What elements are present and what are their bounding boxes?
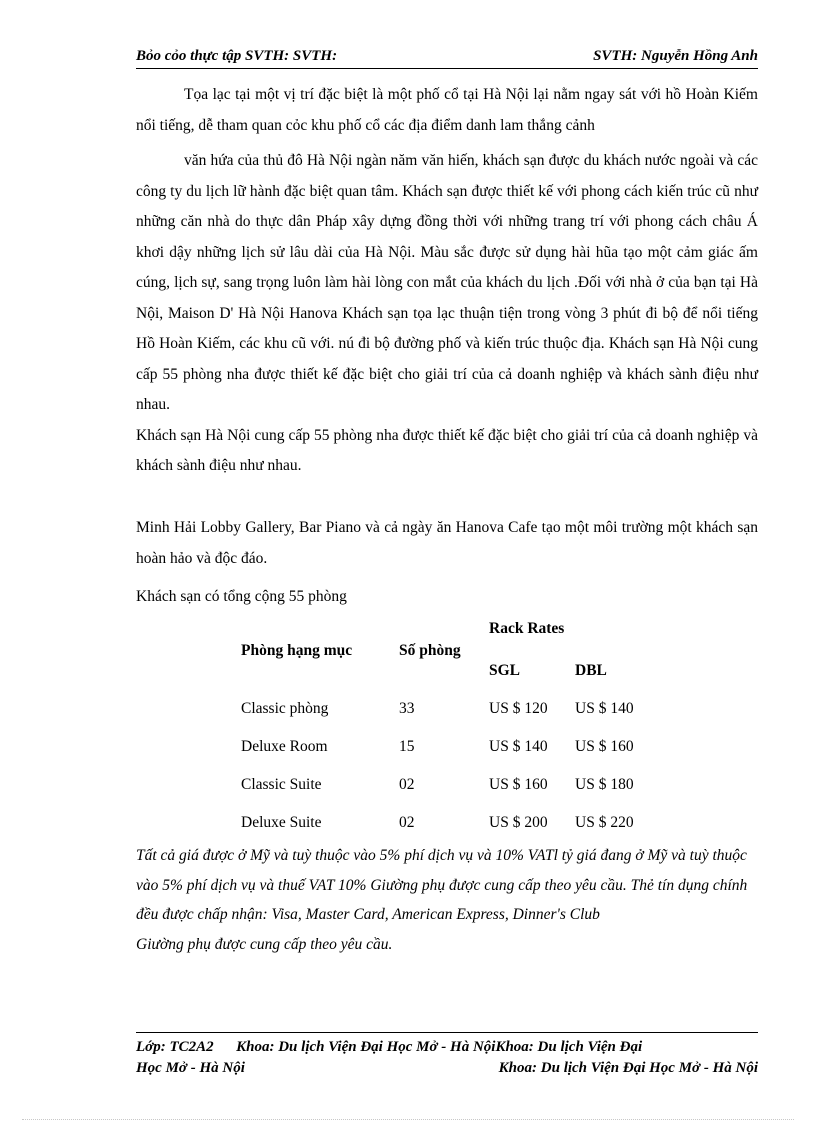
footer-line-2-right: Khoa: Du lịch Viện Đại Học Mở - Hà Nội bbox=[498, 1060, 758, 1076]
row-category: Deluxe Suite bbox=[241, 814, 322, 831]
header-sgl: SGL bbox=[489, 662, 521, 679]
header-left: Bỏo cỏo thực tập SVTH: SVTH: bbox=[136, 48, 338, 64]
table-row bbox=[241, 700, 661, 724]
row-sgl: US $ 140 bbox=[489, 738, 548, 755]
paragraph-description-text: văn hứa của thủ đô Hà Nội ngàn năm văn hiến, khách sạn được du khách nước ngoài và các công ty du lịch lữ hành đặc biệt quan tâm. Khách sạn được thiết kế với phong cách kiến trúc cũ như những căn nhà do thực dân Pháp xây dựng đồng thời với những trang trí với phong cách châu Á khơi dậy những lịch sử lâu dài của Hà Nội. Màu sắc được sử dụng hài hũa tạo một cảm giác ấm cúng, lịch sự, sang trọng luôn làm hài lòng con mắt của khách du lịch .Đối với nhà ở của bạn tại Hà Nội, Maison D' Hà Nội Hanova Khách sạn tọa lạc thuận tiện trong vòng 3 phút đi bộ để nổi tiếng Hồ Hoàn Kiếm, các khu cũ với. nú đi bộ đường phố và kiến trúc thuộc địa. Khách sạn Hà Nội cung cấp 55 phòng nha được thiết kế đặc biệt cho giải trí của cả doanh nghiệp và khách sành điệu như nhau. bbox=[136, 152, 758, 413]
table-row bbox=[241, 814, 661, 838]
rates-note bbox=[136, 841, 758, 959]
header-right: SVTH: Nguyễn Hồng Anh bbox=[593, 48, 758, 64]
header-dbl: DBL bbox=[575, 662, 607, 679]
row-sgl: US $ 160 bbox=[489, 776, 548, 793]
rates-note-last: Giường phụ được cung cấp theo yêu cầu. bbox=[136, 935, 393, 953]
row-category: Classic phòng bbox=[241, 700, 329, 717]
header-rack-rates: Rack Rates bbox=[489, 620, 565, 637]
page-header bbox=[136, 48, 758, 69]
row-dbl: US $ 140 bbox=[575, 700, 634, 717]
header-category: Phòng hạng mục bbox=[241, 642, 353, 659]
paragraph-location: Tọa lạc tại một vị trí đặc biệt là một phố cổ tại Hà Nội lại nằm ngay sát với hồ Hoàn Kiếm nổi tiếng, dễ tham quan cỏc khu phố cổ các địa điểm danh lam thắng cảnh bbox=[136, 86, 758, 134]
table-row bbox=[241, 776, 661, 800]
row-rooms: 15 bbox=[399, 738, 415, 755]
footer-line-1: Lớp: TC2A2 Khoa: Du lịch Viện Đại Học Mở - Hà NộiKhoa: Du lịch Viện Đại bbox=[136, 1039, 643, 1055]
rates-header-sub bbox=[241, 662, 661, 686]
paragraph-description bbox=[136, 146, 758, 482]
row-sgl: US $ 120 bbox=[489, 700, 548, 717]
row-rooms: 02 bbox=[399, 814, 415, 831]
row-rooms: 02 bbox=[399, 776, 415, 793]
header-rooms: Số phòng bbox=[399, 642, 461, 659]
paragraph-amenities: Minh Hải Lobby Gallery, Bar Piano và cả ngày ăn Hanova Cafe tạo một môi trường một khách sạn hoàn hảo và độc đáo. bbox=[136, 519, 758, 567]
paragraph-description-repeat: Khách sạn Hà Nội cung cấp 55 phòng nha được thiết kế đặc biệt cho giải trí của cả doanh nghiệp và khách sành điệu như nhau. bbox=[136, 426, 758, 474]
rates-note-text: Tất cả giá được ở Mỹ và tuỳ thuộc vào 5% phí dịch vụ và 10% VATl tỷ giá đang ở Mỹ và tuỳ thuộc vào 5% phí dịch vụ và thuế VAT 10% Giường phụ được cung cấp theo yêu cầu. Thẻ tín dụng chính đều được chấp nhận: Visa, Master Card, American Express, Dinner's Club bbox=[136, 847, 748, 923]
row-dbl: US $ 180 bbox=[575, 776, 634, 793]
row-dbl: US $ 220 bbox=[575, 814, 634, 831]
page-edge-divider bbox=[22, 1119, 794, 1120]
page-footer bbox=[136, 1032, 758, 1079]
rates-header-top bbox=[241, 620, 661, 644]
footer-line-2 bbox=[136, 1058, 758, 1079]
row-sgl: US $ 200 bbox=[489, 814, 548, 831]
row-dbl: US $ 160 bbox=[575, 738, 634, 755]
row-category: Classic Suite bbox=[241, 776, 322, 793]
row-rooms: 33 bbox=[399, 700, 415, 717]
paragraph-room-count: Khách sạn có tổng cộng 55 phòng bbox=[136, 588, 347, 605]
table-row bbox=[241, 738, 661, 762]
footer-line-2-left: Học Mở - Hà Nội bbox=[136, 1060, 245, 1076]
row-category: Deluxe Room bbox=[241, 738, 328, 755]
